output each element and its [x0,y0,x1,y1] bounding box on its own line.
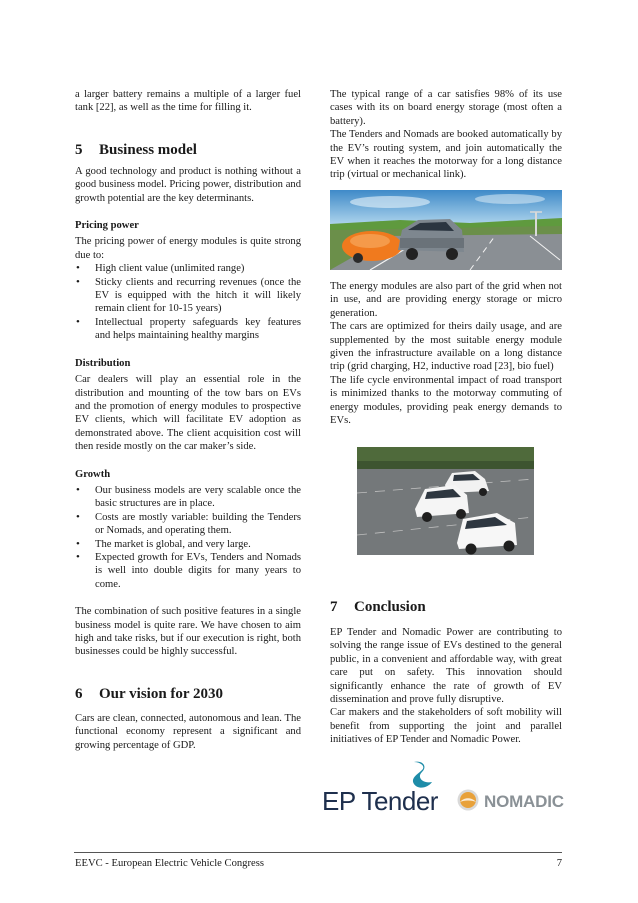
footer-conference-name: EEVC - European Electric Vehicle Congress [75,858,264,869]
section-7-number: 7 [330,599,338,615]
growth-list [75,484,301,591]
distribution-paragraph: Car dealers will play an essential role in the distribution and mounting of the tow bars on EVs and the promotion of energy modules to prospective EV clients, which will facilitate EV adoption as demonstrated above. The client acquisition cost will then reside mostly on the car maker’s side. [75,374,301,453]
conclusion-paragraph-2: Car makers and the stakeholders of soft mobility will benefit from supporting the joint and parallel initiatives of EP Tender and Nomadic Power. [330,707,562,746]
section-7-title: Conclusion [354,599,426,615]
section-5-heading [75,141,301,159]
nomadic-logo-text: NOMADIC [484,792,564,811]
ep-tender-logo-text: EP Tender [322,786,438,816]
list-item: • Expected growth for EVs, Tenders and Nomads is well into double digits for many years to come. [75,551,301,591]
nomadic-sun-icon [456,788,480,812]
list-item: • Costs are mostly variable: building the Tenders or Nomads, and operating them. [75,511,301,538]
ev-tender-photo [330,190,562,270]
section-6-heading [75,685,301,703]
right-column-conclusion [330,598,562,747]
ev-tender-illustration [330,190,562,270]
growth-conclusion-paragraph: The combination of such positive features in a single business model is quite rare. We have chosen to aim high and take risks, but if our execution is right, both businesses could be highly successful. [75,606,301,658]
section-7-heading [330,598,562,616]
list-item: • High client value (unlimited range) [75,262,301,275]
list-item: • Intellectual property safeguards key features and helps maintaining healthy margins [75,316,301,343]
list-item: • Sticky clients and recurring revenues (once the EV is equipped with the hitch it will likely remain client for 10-15 years) [75,276,301,316]
left-intro-paragraph: a larger battery remains a multiple of a larger fuel tank [22], as well as the time for filling it. [75,89,301,114]
right-paragraph-optimized: The cars are optimized for theirs daily usage, and are supplemented by the most suitable energy module given the infrastructure available on a long distance trip (grid charging, H2, inductive road [23], bio fuel) [330,321,562,373]
section-5-intro: A good technology and product is nothing without a good business model. Pricing power, distribution and growth potential are the key determinants. [75,165,301,204]
left-column [75,88,301,752]
white-evs-photo [357,447,534,555]
section-5-number: 5 [75,141,83,158]
pricing-power-list [75,262,301,342]
list-item: • Our business models are very scalable once the basic structures are in place. [75,484,301,511]
pricing-power-intro: The pricing power of energy modules is quite strong due to: [75,236,301,261]
footer-page-number: 7 [556,858,562,869]
right-paragraph-grid: The energy modules are also part of the grid when not in use, and are providing energy storage or micro generation. [330,281,562,319]
white-evs-illustration [357,447,534,555]
section-5-title: Business model [99,141,197,158]
list-item: • The market is global, and very large. [75,538,301,551]
right-column-middle [330,280,562,427]
right-column [330,88,562,182]
growth-heading: Growth [75,468,111,480]
section-6-number: 6 [75,685,83,702]
right-paragraph-booking: The Tenders and Nomads are booked automatically by the EV’s routing system, and join automatically the EV when it reaches the motorway for a long distance trip (virtual or mechanical link). [330,129,562,181]
section-6-paragraph: Cars are clean, connected, autonomous and lean. The functional economy represent a significant and growing percentage of GDP. [75,712,301,751]
conclusion-paragraph-1: EP Tender and Nomadic Power are contributing to solving the range issue of EVs destined to the general public, in a convenient and affordable way, with great care put on safety. This innovation should significantly enhance the rate of growth of EV dissemination and prove fully disruptive. [330,627,562,706]
footer-divider [74,852,562,853]
right-paragraph-range: The typical range of a car satisfies 98% of its use cases with its on board energy storage (most often a battery). [330,89,562,127]
right-paragraph-lifecycle: The life cycle environmental impact of road transport is minimized thanks to the motorway commuting of energy modules, providing peak energy demands to EVs. [330,374,562,427]
pricing-power-heading: Pricing power [75,220,139,232]
distribution-heading: Distribution [75,357,131,369]
section-6-title: Our vision for 2030 [99,685,224,702]
